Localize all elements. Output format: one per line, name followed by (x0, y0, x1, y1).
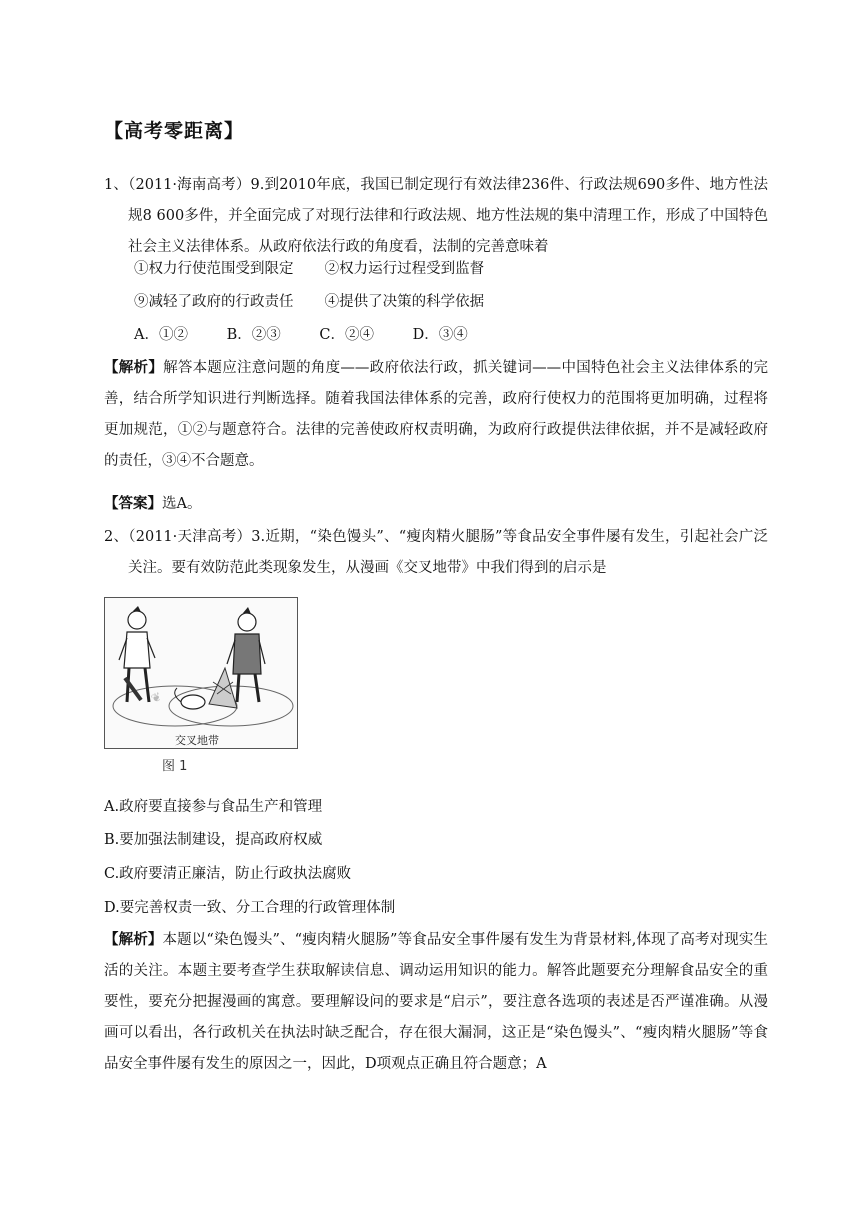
q1-analysis (104, 352, 768, 477)
q2-option-c: C.政府要清正廉洁，防止行政执法腐败 (104, 866, 352, 882)
q1-answer-label: 【答案】 (104, 495, 162, 512)
q1-options-row2 (134, 291, 484, 313)
q1-analysis-label: 【解析】 (104, 359, 164, 376)
svg-text:❦: ❦ (149, 689, 164, 707)
figure-caption: 图 1 (162, 759, 188, 774)
q2-option-d: D.要完善权责一致、分工合理的行政管理体制 (104, 900, 396, 916)
q1-option-3: ⑨减轻了政府的行政责任 (134, 294, 294, 310)
q1-choice-b: B．②③ (226, 327, 281, 343)
q1-choice-a: A．①② (134, 327, 188, 343)
section-title: 【高考零距离】 (104, 120, 245, 142)
cartoon-zone-label: 交叉地带 (175, 734, 219, 747)
q1-answer-text: 选A。 (162, 496, 202, 512)
q2-analysis-label: 【解析】 (104, 931, 163, 948)
q1-analysis-text: 解答本题应注意问题的角度——政府依法行政，抓关键词——中国特色社会主义法律体系的完善，结合所学知识进行判断选择。随着我国法律体系的完善，政府行使权力的范围将更加明确，过程将更加规范，①②与题意符合。法律的完善使政府权责明确，为政府行政提供法律依据，并不是减轻政府的责任，③④不合题意。 (104, 360, 769, 469)
q2-analysis-text: 本题以“染色馒头”、“瘦肉精火腿肠”等食品安全事件屡有发生为背景材料,体现了高考对现实生活的关注。本题主要考查学生获取解读信息、调动运用知识的能力。解答此题要充分理解食品安全的重要性，要充分把握漫画的寓意。要理解设问的要求是“启示”，要注意各选项的表述是否严谨准确。从漫画可以看出，各行政机关在执法时缺乏配合，存在很大漏洞，这正是“染色馒头”、“瘦肉精火腿肠”等食品安全事件屡有发生的原因之一，因此，D项观点正确且符合题意；A (104, 932, 768, 1072)
cartoon-image (104, 597, 298, 749)
q1-option-4: ④提供了决策的科学依据 (324, 294, 485, 310)
q2-analysis (104, 924, 768, 1080)
cartoon-figure (104, 597, 304, 781)
q2-option-a: A.政府要直接参与食品生产和管理 (104, 799, 323, 815)
q1-choices (134, 324, 502, 346)
q1-option-1: ①权力行使范围受到限定 (134, 261, 294, 277)
q1-options-row1 (134, 258, 484, 280)
cartoon-drawing (105, 598, 297, 748)
q1-answer (104, 493, 201, 515)
q1-choice-c: C．②④ (319, 327, 374, 343)
q2-stem: 2、（2011·天津高考）3.近期，“染色馒头”、“瘦肉精火腿肠”等食品安全事件屡有发生，引起社会广泛关注。要有效防范此类现象发生，从漫画《交叉地带》中我们得到的启示是 (104, 529, 768, 576)
q1-option-2: ②权力运行过程受到监督 (324, 261, 485, 277)
q1-stem: 1、（2011·海南高考）9.到2010年底，我国已制定现行有效法律236件、行政法规690多件、地方性法规8 600多件，并全面完成了对现行法律和行政法规、地方性法规的集中清理工作，形成了中国特色社会主义法律体系。从政府依法行政的角度看，法制的完善意味着 (104, 177, 768, 255)
q1-choice-d: D．③④ (412, 327, 468, 343)
q2-option-b: B.要加强法制建设，提高政府权威 (104, 832, 323, 848)
